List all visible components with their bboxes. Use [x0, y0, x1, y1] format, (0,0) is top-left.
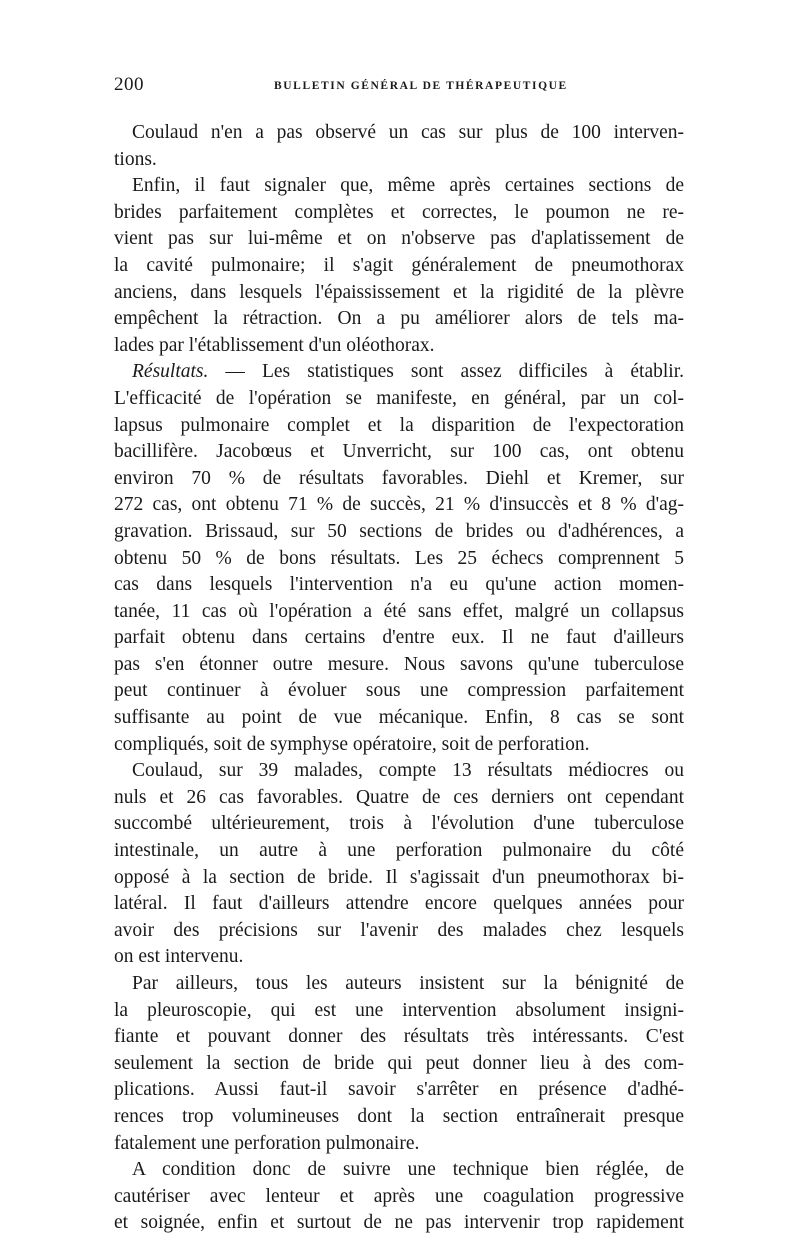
page-header [114, 74, 684, 104]
line-text: brides parfaitement complètes et correctes, le poumon ne re- [114, 201, 684, 223]
text-line [114, 1157, 684, 1184]
text-line [114, 546, 684, 573]
line-text: cas dans lesquels l'intervention n'a eu qu'une action momen- [114, 574, 684, 596]
line-text: Coulaud n'en a pas observé un cas sur plus de 100 interven- [132, 122, 684, 143]
line-text: suffisante au point de vue mécanique. Enfin, 8 cas se sont [114, 707, 684, 729]
line-text: rences trop volumineuses dont la section entraînerait presque [114, 1105, 684, 1127]
line-text: Par ailleurs, tous les auteurs insistent sur la bénignité de [132, 973, 684, 994]
line-text: parfait obtenu dans certains d'entre eux. Il ne faut d'ailleurs [114, 627, 684, 649]
line-text: L'efficacité de l'opération se manifeste, en général, par un col- [114, 387, 684, 409]
line-text: empêchent la rétraction. On a pu améliorer alors de tels ma- [114, 308, 684, 330]
text-line [114, 413, 684, 440]
line-text: compliqués, soit de symphyse opératoire, soit de perforation. [114, 733, 590, 755]
text-line [114, 1131, 684, 1158]
text-line [114, 1210, 684, 1237]
text-line [114, 492, 684, 519]
line-text: obtenu 50 % de bons résultats. Les 25 échecs comprennent 5 [114, 547, 684, 569]
line-text: Coulaud, sur 39 malades, compte 13 résultats médiocres ou [132, 760, 684, 782]
line-text: plications. Aussi faut-il savoir s'arrêter en présence d'adhé- [114, 1079, 684, 1101]
text-line [114, 306, 684, 333]
text-line [114, 253, 684, 280]
line-text: la cavité pulmonaire; il s'agit généralement de pneumothorax [114, 254, 684, 276]
line-text: peut continuer à évoluer sous une compression parfaitement [114, 680, 684, 702]
line-text: avoir des précisions sur l'avenir des malades chez lesquels [114, 919, 684, 941]
text-line [114, 891, 684, 918]
text-line [114, 652, 684, 679]
text-line [114, 359, 684, 386]
line-text: cautériser avec lenteur et après une coagulation progressive [114, 1185, 684, 1207]
text-line [114, 466, 684, 493]
line-text: opposé à la section de bride. Il s'agissait d'un pneumothorax bi- [114, 866, 684, 888]
text-line [114, 998, 684, 1025]
text-line [114, 572, 684, 599]
text-line [114, 758, 684, 785]
text-line [114, 811, 684, 838]
line-text: et soignée, enfin et surtout de ne pas intervenir trop rapidement [114, 1212, 684, 1234]
text-line [114, 1184, 684, 1211]
line-text: fatalement une perforation pulmonaire. [114, 1132, 420, 1154]
text-line [114, 173, 684, 200]
line-text: A condition donc de suivre une technique bien réglée, de [132, 1159, 684, 1181]
text-line [114, 918, 684, 945]
line-text: intestinale, un autre à une perforation pulmonaire du côté [114, 840, 684, 862]
line-text: anciens, dans lesquels l'épaississement et la rigidité de la plèvre [114, 281, 684, 303]
text-line [114, 944, 684, 971]
text-line [114, 226, 684, 253]
text-line [114, 678, 684, 705]
line-text: on est intervenu. [114, 946, 244, 968]
line-text: seulement la section de bride qui peut donner lieu à des com- [114, 1052, 684, 1074]
line-text: fiante et pouvant donner des résultats très intéressants. C'est [114, 1026, 684, 1048]
line-text: succombé ultérieurement, trois à l'évolution d'une tuberculose [114, 813, 684, 835]
text-line [114, 971, 684, 998]
text-line [114, 147, 684, 174]
line-text: 272 cas, ont obtenu 71 % de succès, 21 % d'insuccès et 8 % d'ag- [114, 494, 684, 516]
line-text: lapsus pulmonaire complet et la disparition de l'expectoration [114, 414, 684, 436]
text-line [114, 1077, 684, 1104]
text-line [114, 386, 684, 413]
body-text [114, 120, 684, 1237]
text-line [114, 120, 684, 147]
text-line [114, 732, 684, 759]
text-line [114, 838, 684, 865]
line-text: la pleuroscopie, qui est une intervention absolument insigni- [114, 999, 684, 1021]
text-line [114, 280, 684, 307]
text-line [114, 1104, 684, 1131]
text-line [114, 333, 684, 360]
section-heading: Résultats. [132, 361, 209, 383]
line-text: vient pas sur lui-même et on n'observe pas d'aplatissement de [114, 228, 684, 250]
page-number: 200 [114, 74, 144, 95]
line-text: bacillifère. Jacobœus et Unverricht, sur 100 cas, ont obtenu [114, 441, 684, 463]
text-line [114, 519, 684, 546]
line-text: nuls et 26 cas favorables. Quatre de ces derniers ont cependant [114, 786, 684, 808]
line-text: — Les statistiques sont assez difficiles à établir. [208, 361, 684, 383]
line-text: pas s'en étonner outre mesure. Nous savons qu'une tuberculose [114, 653, 684, 675]
text-line [114, 865, 684, 892]
text-line [114, 200, 684, 227]
text-line [114, 1051, 684, 1078]
line-text: Enfin, il faut signaler que, même après certaines sections de [132, 175, 684, 197]
line-text: environ 70 % de résultats favorables. Diehl et Kremer, sur [114, 467, 684, 489]
line-text: lades par l'établissement d'un oléothorax. [114, 334, 435, 356]
text-line [114, 785, 684, 812]
line-text: tions. [114, 148, 157, 170]
line-text: gravation. Brissaud, sur 50 sections de brides ou d'adhérences, a [114, 520, 684, 542]
text-line [114, 1024, 684, 1051]
text-line [114, 599, 684, 626]
line-text: latéral. Il faut d'ailleurs attendre encore quelques années pour [114, 893, 684, 915]
text-line [114, 439, 684, 466]
text-line [114, 625, 684, 652]
text-line [114, 705, 684, 732]
line-text: tanée, 11 cas où l'opération a été sans effet, malgré un collapsus [114, 600, 684, 622]
running-title: BULLETIN GÉNÉRAL DE THÉRAPEUTIQUE [274, 80, 568, 92]
